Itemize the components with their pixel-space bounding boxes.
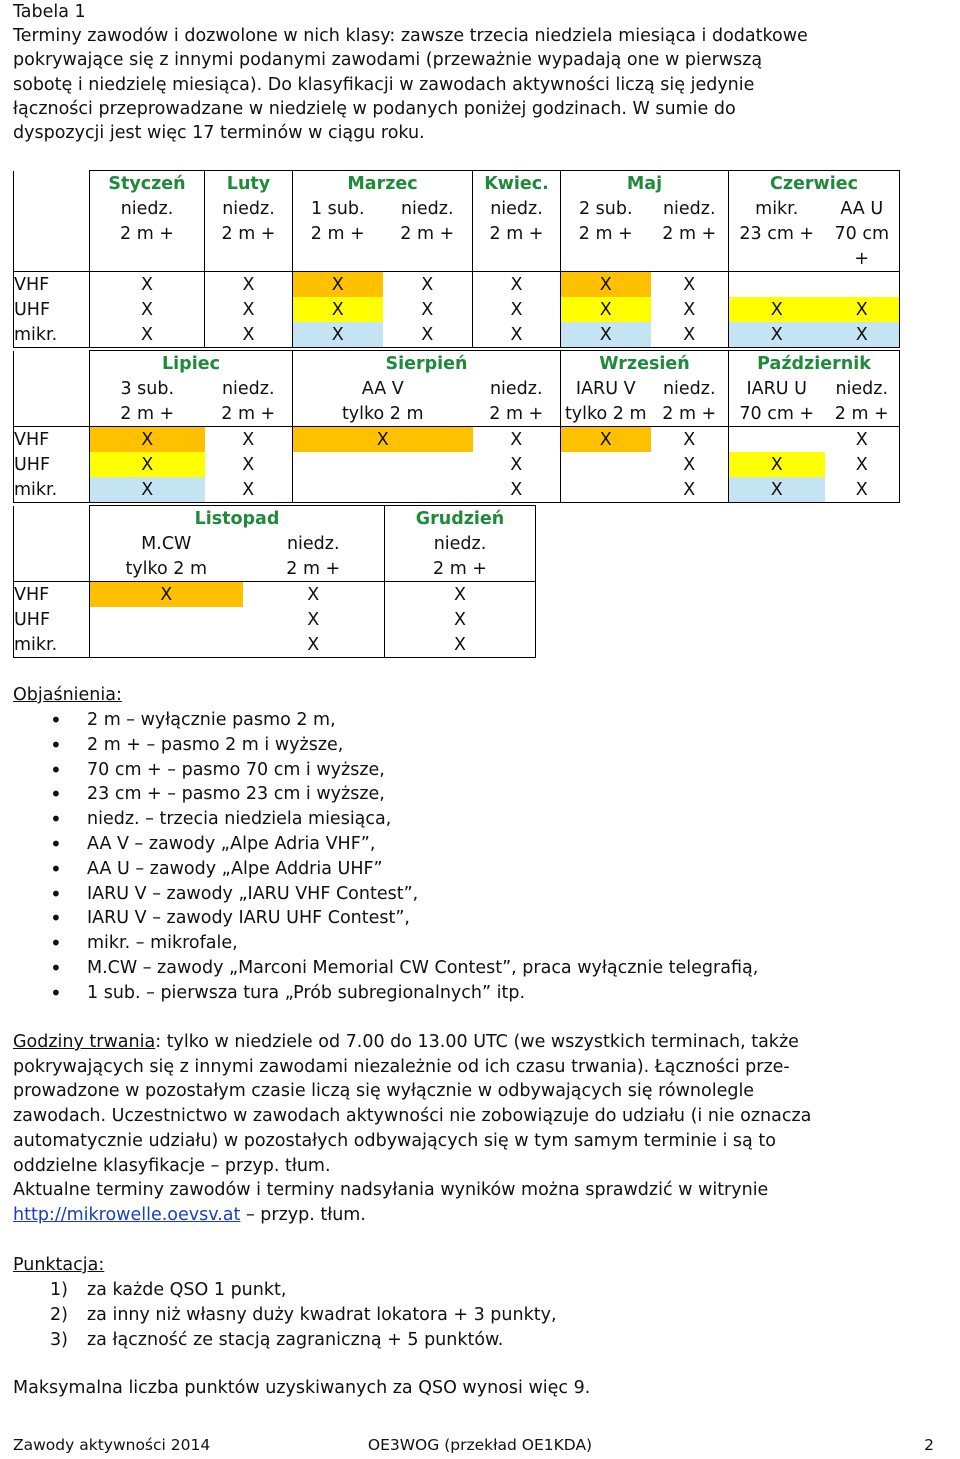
band-cell: X xyxy=(510,454,523,475)
band-cell: X xyxy=(825,427,900,453)
band-cell: X xyxy=(825,297,900,322)
band-cell xyxy=(825,272,900,298)
intro-line: dyspozycji jest więc 17 terminów w ciągu roku. xyxy=(13,123,425,143)
band-label-mikr: mikr. xyxy=(14,322,90,348)
band-cell: X xyxy=(205,297,293,322)
date-cell: M.CW xyxy=(90,531,243,556)
month-header: Październik xyxy=(729,351,900,377)
class-cell: 2 m + xyxy=(90,401,205,427)
link-suffix: – przyp. tłum. xyxy=(240,1205,366,1225)
date-cell: 3 sub. xyxy=(90,376,205,401)
hours-text: : tylko w niedziele od 7.00 do 13.00 UTC (we wszystkich terminach, także xyxy=(155,1032,799,1052)
month-header: Grudzień xyxy=(385,506,536,532)
month-header: Styczeń xyxy=(90,171,205,197)
class-cell: 2 m + xyxy=(90,221,205,246)
scoring-heading: Punktacja: xyxy=(13,1255,105,1275)
band-cell xyxy=(90,607,243,632)
date-cell: niedz. xyxy=(662,198,716,219)
month-header: Sierpień xyxy=(293,351,561,377)
band-cell: X xyxy=(90,297,205,322)
month-header: Maj xyxy=(561,171,729,197)
intro-line: sobotę i niedzielę miesiąca). Do klasyfikacji w zawodach aktywności liczą się jedynie xyxy=(13,75,755,95)
item-number: 1) xyxy=(50,1280,68,1300)
date-cell: niedz. xyxy=(286,533,340,554)
band-cell xyxy=(293,452,473,477)
list-item: • niedz. – trzecia niedziela miesiąca, xyxy=(13,807,758,832)
class-cell: 2 m + xyxy=(662,223,717,244)
band-cell: X xyxy=(293,272,383,298)
date-cell: niedz. xyxy=(662,378,716,399)
hours-link-line xyxy=(13,1203,366,1227)
band-cell: X xyxy=(385,582,536,608)
band-cell: X xyxy=(242,454,255,475)
explanations-list xyxy=(13,708,758,1006)
class-cell: 2 m + xyxy=(400,223,455,244)
band-label-vhf: VHF xyxy=(14,427,90,453)
band-cell: X xyxy=(90,272,205,298)
band-label-vhf: VHF xyxy=(14,582,90,608)
band-cell xyxy=(561,452,651,477)
band-cell: X xyxy=(651,477,729,503)
schedule-table-jan-jun xyxy=(13,170,900,348)
date-cell: niedz. xyxy=(205,196,293,221)
band-cell: X xyxy=(651,427,729,453)
list-item: • AA V – zawody „Alpe Adria VHF”, xyxy=(13,832,758,857)
band-cell: X xyxy=(205,272,293,298)
class-cell: 2 m + xyxy=(825,401,900,427)
explanations-heading: Objaśnienia: xyxy=(13,685,122,705)
band-cell xyxy=(293,477,473,503)
band-cell: X xyxy=(90,427,205,453)
class-cell: 70 cm xyxy=(825,221,900,246)
band-cell xyxy=(729,272,825,298)
band-cell: X xyxy=(473,477,561,503)
class-cell: tylko 2 m xyxy=(90,556,243,582)
month-header: Kwiec. xyxy=(473,171,561,197)
date-cell: AA U xyxy=(825,196,900,221)
band-cell: X xyxy=(293,297,383,322)
item-number: 2) xyxy=(50,1305,68,1325)
schedule-table-nov-dec xyxy=(13,505,536,658)
band-cell: X xyxy=(651,272,729,298)
class-cell: 2 m + xyxy=(473,221,561,246)
class-cell: 23 cm + xyxy=(729,221,825,246)
class-cell: 2 m + xyxy=(293,221,383,246)
band-label-uhf: UHF xyxy=(14,452,90,477)
band-cell: X xyxy=(205,427,293,453)
class-cell: 2 m + xyxy=(662,403,717,424)
table-caption: Tabela 1 xyxy=(13,2,86,22)
date-cell: mikr. xyxy=(729,196,825,221)
class-cell-continuation: + xyxy=(825,246,900,272)
band-cell: X xyxy=(729,297,825,322)
list-item: • 23 cm + – pasmo 23 cm i wyższe, xyxy=(13,782,758,807)
item-text: za inny niż własny duży kwadrat lokatora + 3 punkty, xyxy=(87,1305,557,1325)
date-cell: niedz. xyxy=(489,378,543,399)
month-header: Marzec xyxy=(293,171,473,197)
band-cell: X xyxy=(307,609,320,630)
list-item: • IARU V – zawody „IARU VHF Contest”, xyxy=(13,882,758,907)
month-header: Lipiec xyxy=(90,351,293,377)
hours-first-line xyxy=(13,1030,799,1054)
class-cell: 2 m + xyxy=(561,221,651,246)
band-label-vhf: VHF xyxy=(14,272,90,298)
date-cell: AA V xyxy=(293,376,473,401)
page-number: 2 xyxy=(924,1436,934,1454)
date-cell: niedz. xyxy=(90,196,205,221)
band-cell: X xyxy=(90,322,205,348)
band-label-uhf: UHF xyxy=(14,607,90,632)
class-cell: tylko 2 m xyxy=(293,401,473,427)
hours-line: automatycznie udziału) w pozostałych odbywających się w tym samym terminie i są to xyxy=(13,1131,776,1151)
band-cell: X xyxy=(683,299,696,320)
band-cell: X xyxy=(683,454,696,475)
date-cell: IARU U xyxy=(729,376,825,401)
date-cell: niedz. xyxy=(825,376,900,401)
month-header: Czerwiec xyxy=(729,171,900,197)
band-cell: X xyxy=(561,322,651,348)
band-cell: X xyxy=(825,477,900,503)
band-cell: X xyxy=(473,427,561,453)
scoring-max: Maksymalna liczba punktów uzyskiwanych za QSO wynosi więc 9. xyxy=(13,1378,591,1398)
band-cell: X xyxy=(293,322,383,348)
date-cell: niedz. xyxy=(385,531,536,556)
hours-line: zawodach. Uczestnictwo w zawodach aktywności nie zobowiązuje do udziału (i nie oznacza xyxy=(13,1106,812,1126)
band-cell: X xyxy=(825,322,900,348)
list-item: • M.CW – zawody „Marconi Memorial CW Contest”, praca wyłącznie telegrafią, xyxy=(13,956,758,981)
date-cell: 1 sub. xyxy=(293,196,383,221)
band-cell: X xyxy=(561,297,651,322)
band-cell: X xyxy=(385,607,536,632)
list-item: • 1 sub. – pierwsza tura „Prób subregionalnych” itp. xyxy=(13,981,758,1006)
band-cell xyxy=(561,477,651,503)
band-cell: X xyxy=(473,322,561,348)
hours-line: pokrywających się z innymi zawodami niezależnie od ich czasu trwania). Łączności prze- xyxy=(13,1057,790,1077)
class-cell: 2 m + xyxy=(385,556,536,582)
band-cell: X xyxy=(473,272,561,298)
footer-center: OE3WOG (przekład OE1KDA) xyxy=(367,1436,593,1454)
band-label-uhf: UHF xyxy=(14,297,90,322)
band-cell: X xyxy=(729,322,825,348)
month-header: Wrzesień xyxy=(561,351,729,377)
item-text: za każde QSO 1 punkt, xyxy=(87,1280,287,1300)
item-text: za łączność ze stacją zagraniczną + 5 punktów. xyxy=(87,1330,504,1350)
month-header: Listopad xyxy=(90,506,385,532)
band-cell: X xyxy=(421,299,434,320)
band-cell: X xyxy=(90,477,205,503)
class-cell: 2 m + xyxy=(221,403,276,424)
band-cell: X xyxy=(561,427,651,453)
date-cell: IARU V xyxy=(561,376,651,401)
band-cell xyxy=(729,427,825,453)
list-item: • mikr. – mikrofale, xyxy=(13,931,758,956)
list-item: • 70 cm + – pasmo 70 cm i wyższe, xyxy=(13,758,758,783)
list-item xyxy=(13,1278,557,1303)
band-cell: X xyxy=(729,477,825,503)
band-cell xyxy=(90,632,243,658)
band-cell: X xyxy=(825,452,900,477)
intro-line: łączności przeprowadzane w niedzielę w podanych poniżej godzinach. W sumie do xyxy=(13,99,736,119)
hours-heading: Godziny trwania xyxy=(13,1032,156,1052)
band-label-mikr: mikr. xyxy=(14,632,90,658)
band-cell: X xyxy=(385,632,536,658)
list-item xyxy=(13,1328,557,1353)
month-header: Luty xyxy=(205,171,293,197)
hours-line: oddzielne klasyfikacje – przyp. tłum. xyxy=(13,1156,331,1176)
list-item: • 2 m + – pasmo 2 m i wyższe, xyxy=(13,733,758,758)
list-item: • IARU V – zawody IARU UHF Contest”, xyxy=(13,906,758,931)
class-cell: tylko 2 m xyxy=(561,401,651,427)
list-item: • AA U – zawody „Alpe Addria UHF” xyxy=(13,857,758,882)
footer-left: Zawody aktywności 2014 xyxy=(13,1436,211,1454)
band-cell: X xyxy=(383,322,473,348)
band-cell: X xyxy=(90,582,243,608)
class-cell: 70 cm + xyxy=(729,401,825,427)
date-cell: niedz. xyxy=(400,198,454,219)
date-cell: niedz. xyxy=(473,196,561,221)
band-cell: X xyxy=(651,322,729,348)
class-cell: 2 m + xyxy=(489,403,544,424)
band-cell: X xyxy=(561,272,651,298)
band-cell: X xyxy=(90,452,205,477)
list-item xyxy=(13,1303,557,1328)
intro-line: pokrywające się z innymi podanymi zawodami (przeważnie wypadają one w pierwszą xyxy=(13,50,763,70)
band-cell: X xyxy=(243,632,385,658)
band-cell: X xyxy=(383,272,473,298)
band-cell: X xyxy=(473,297,561,322)
item-number: 3) xyxy=(50,1330,68,1350)
band-cell: X xyxy=(243,582,385,608)
website-link[interactable]: http://mikrowelle.oevsv.at xyxy=(13,1205,241,1225)
class-cell: 2 m + xyxy=(205,221,293,246)
date-cell: niedz. xyxy=(221,378,275,399)
band-cell: X xyxy=(205,322,293,348)
scoring-list xyxy=(13,1278,557,1353)
band-cell: X xyxy=(729,452,825,477)
hours-line: prowadzone w pozostałym czasie liczą się wyłącznie w odbywających się równolegle xyxy=(13,1081,755,1101)
schedule-table-jul-oct xyxy=(13,350,900,503)
band-cell: X xyxy=(293,427,473,453)
class-cell: 2 m + xyxy=(286,558,341,579)
band-label-mikr: mikr. xyxy=(14,477,90,503)
date-cell: 2 sub. xyxy=(561,196,651,221)
list-item: • 2 m – wyłącznie pasmo 2 m, xyxy=(13,708,758,733)
intro-line: Terminy zawodów i dozwolone w nich klasy: zawsze trzecia niedziela miesiąca i dodatkowe xyxy=(13,26,808,46)
hours-line: Aktualne terminy zawodów i terminy nadsyłania wyników można sprawdzić w witrynie xyxy=(13,1180,769,1200)
band-cell: X xyxy=(205,477,293,503)
